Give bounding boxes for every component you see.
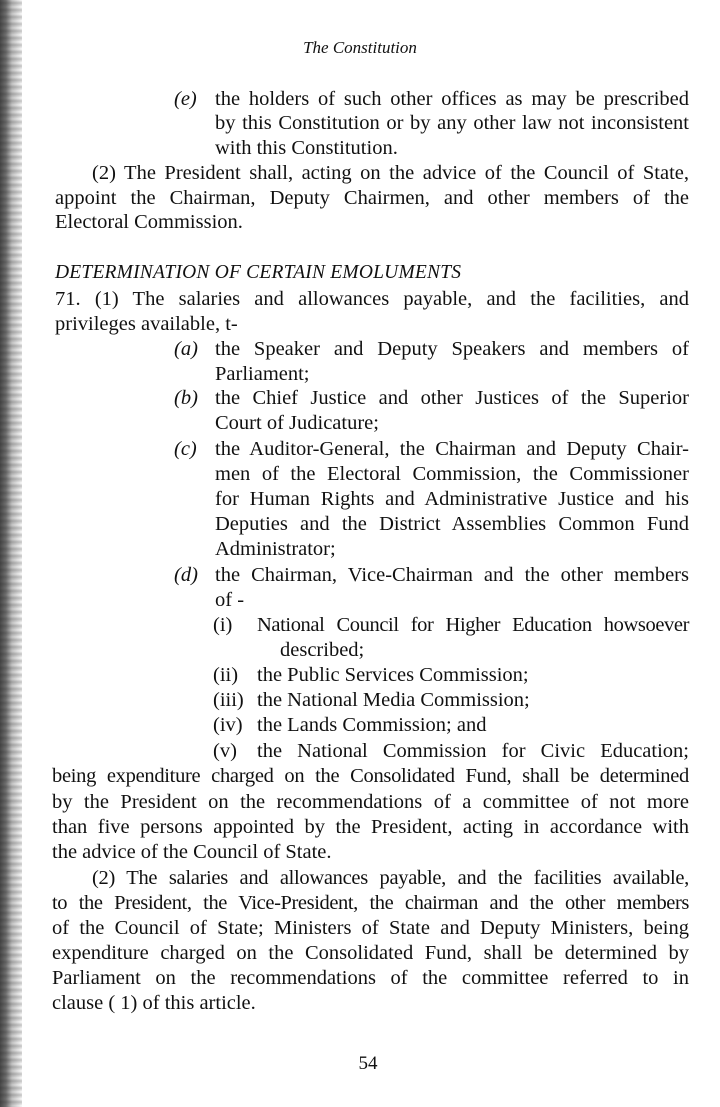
running-header: The Constitution (303, 38, 417, 57)
item-c-line-2: men of the Electoral Commission, the Commissioner (215, 463, 689, 485)
clause-2-line-2: appoint the Chairman, Deputy Chairmen, and other members of the (55, 187, 689, 209)
sub-item-i-marker: (i) (213, 614, 233, 636)
sub-item-ii-marker: (ii) (213, 664, 239, 686)
sub-item-v-line: the National Commission for Civic Education; (257, 740, 689, 762)
item-e-line-1: the holders of such other offices as may be prescribed (215, 88, 689, 110)
sub-item-iv-line: the Lands Commission; and (257, 714, 487, 736)
item-e-line-3: with this Constitution. (215, 137, 398, 159)
clause-2-line-3: Electoral Commission. (55, 211, 243, 233)
item-d-line-1: the Chairman, Vice-Chairman and the other members (215, 564, 689, 586)
section-heading: DETERMINATION OF CERTAIN EMOLUMENTS (55, 262, 462, 283)
article-71-clause-2-line-2: to the President, the Vice-President, the chairman and the other members (52, 892, 689, 914)
closing-line-2: by the President on the recommendations of a committee of not more (52, 791, 689, 813)
sub-item-iii-line: the National Media Commission; (257, 689, 530, 711)
item-c-line-3: for Human Rights and Administrative Justice and his (215, 488, 689, 510)
sub-item-i-line-2: described; (280, 639, 365, 661)
article-71-clause-2-line-5: Parliament on the recommendations of the committee referred to in (52, 967, 689, 989)
item-c-line-5: Administrator; (215, 538, 336, 560)
article-71-clause-2-line-1: (2) The salaries and allowances payable, and the facilities available, (92, 867, 689, 889)
article-71-clause-2-line-3: of the Council of State; Ministers of State and Deputy Ministers, being (52, 917, 689, 939)
sub-item-ii-line: the Public Services Commission; (257, 664, 529, 686)
item-d-marker: (d) (174, 564, 198, 586)
item-c-line-4: Deputies and the District Assemblies Common Fund (215, 513, 689, 535)
article-71-intro-line-1: 71. (1) The salaries and allowances payable, and the facilities, and (55, 288, 689, 310)
sub-item-i-line-1: National Council for Higher Education howsoever (257, 614, 689, 636)
article-71-clause-2-line-6: clause ( 1) of this article. (52, 992, 256, 1014)
item-d-line-2: of - (215, 589, 245, 611)
sub-item-iii-marker: (iii) (213, 689, 244, 711)
item-e-marker: (e) (174, 88, 197, 110)
closing-line-1: being expenditure charged on the Consolidated Fund, shall be determined (52, 765, 689, 787)
article-71-clause-2-line-4: expenditure charged on the Consolidated Fund, shall be determined by (52, 942, 689, 964)
sub-item-iv-marker: (iv) (213, 714, 243, 736)
item-b-marker: (b) (174, 387, 198, 409)
item-a-marker: (a) (174, 338, 198, 360)
clause-2-line-1: (2) The President shall, acting on the advice of the Council of State, (92, 162, 689, 184)
article-71-intro-line-2: privileges available, t- (55, 313, 238, 335)
sub-item-v-marker: (v) (213, 740, 237, 762)
closing-line-3: than five persons appointed by the President, acting in accordance with (52, 816, 689, 838)
item-a-line-2: Parliament; (215, 363, 310, 385)
item-c-marker: (c) (174, 438, 197, 460)
item-a-line-1: the Speaker and Deputy Speakers and members of (215, 338, 689, 360)
item-e-line-2: by this Constitution or by any other law not inconsistent (215, 112, 689, 134)
closing-line-4: the advice of the Council of State. (52, 841, 332, 863)
item-c-line-1: the Auditor-General, the Chairman and Deputy Chair- (215, 438, 689, 460)
page-number: 54 (358, 1053, 378, 1074)
item-b-line-2: Court of Judicature; (215, 412, 379, 434)
item-b-line-1: the Chief Justice and other Justices of the Superior (215, 387, 689, 409)
